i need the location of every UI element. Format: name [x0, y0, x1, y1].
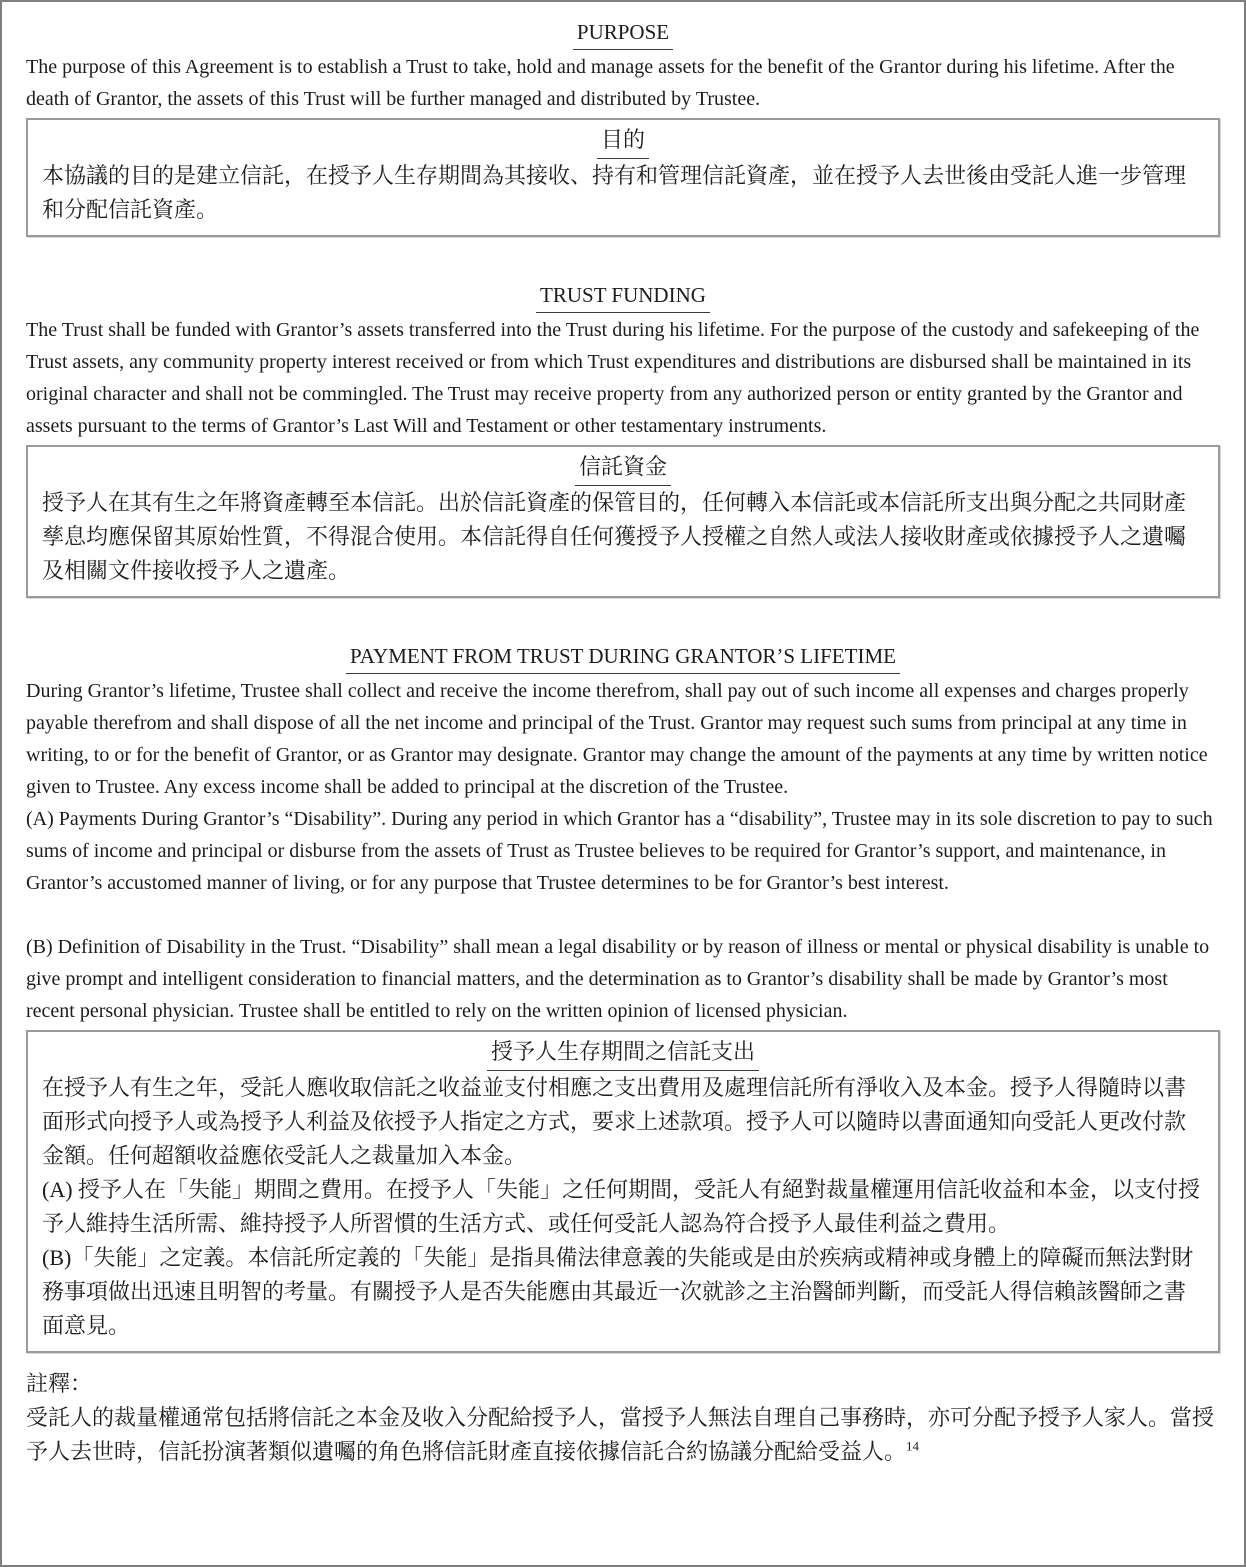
footnote-body-text: 受託人的裁量權通常包括將信託之本金及收入分配給授予人，當授予人無法自理自己事務時，亦可分配予授予人家人。當授予人去世時，信託扮演著類似遺囑的角色將信託財產直接依據信託合約協議分配給受益人。 [26, 1405, 1215, 1464]
purpose-translation-heading [42, 123, 1204, 159]
payment-translation-body-text: 在授予人有生之年，受託人應收取信託之收益並支付相應之支出費用及處理信託所有淨收入及本金。授予人得隨時以書面形式向授予人或為授予人利益及依授予人指定之方式，要求上述款項。授予人可以隨時以書面通知向受託人更改付款金額。任何超額收益應依受託人之裁量加入本金。 [42, 1075, 1187, 1168]
purpose-body-text: The purpose of this Agreement is to establish a Trust to take, hold and manage assets for the benefit of the Grantor during his lifetime. After the death of Grantor, the assets of this Trust will be further managed and distributed by Trustee. [26, 56, 1175, 110]
purpose-translation-box [26, 118, 1220, 237]
payment-body-text: During Grantor’s lifetime, Trustee shall collect and receive the income therefrom, shall pay out of such income all expenses and charges properly payable therefrom and shall dispose of all the net income and principal of the Trust. Grantor may request such sums from principal at any time in writing, to or for the benefit of Grantor, or as Grantor may designate. Grantor may change the amount of the payments at any time by written notice given to Trustee. Any excess income shall be added to principal at the discretion of the Trustee. [26, 680, 1208, 798]
trust-funding-heading [26, 279, 1220, 313]
trust-funding-translation-heading-text: 信託資金 [575, 450, 671, 486]
trust-funding-heading-text: TRUST FUNDING [536, 279, 710, 313]
trust-funding-body-text: The Trust shall be funded with Grantor’s assets transferred into the Trust during his lifetime. For the purpose of the custody and safekeeping of the Trust assets, any community property interest received or from which Trust expenditures and distributions are disbursed shall be maintained in its original character and shall not be commingled. The Trust may receive property from any authorized person or entity granted by the Grantor and assets pursuant to the terms of Grantor’s Last Will and Testament or other testamentary instruments. [26, 319, 1200, 437]
trust-funding-translation-body-text: 授予人在其有生之年將資產轉至本信託。出於信託資產的保管目的，任何轉入本信託或本信託所支出與分配之共同財產孳息均應保留其原始性質，不得混合使用。本信託得自任何獲授予人授權之自然人或法人接收財產或依據授予人之遺囑及相關文件接收授予人之遺產。 [42, 490, 1187, 583]
payment-translation-heading [42, 1035, 1204, 1071]
payment-translation-heading-text: 授予人生存期間之信託支出 [487, 1035, 759, 1071]
payment-heading-text: PAYMENT FROM TRUST DURING GRANTOR’S LIFETIME [346, 640, 900, 674]
section-trust-funding [26, 279, 1220, 598]
purpose-heading [26, 16, 1220, 50]
purpose-translation-heading-text: 目的 [597, 123, 649, 159]
purpose-translation-body-text: 本協議的目的是建立信託，在授予人生存期間為其接收、持有和管理信託資產，並在授予人去世後由受託人進一步管理和分配信託資產。 [42, 163, 1187, 222]
payment-translation-clause-a-text: (A) 授予人在「失能」期間之費用。在授予人「失能」之任何期間，受託人有絕對裁量權運用信託收益和本金，以支付授予人維持生活所需、維持授予人所習慣的生活方式、或任何受託人認為符合授予人最佳利益之費用。 [42, 1177, 1201, 1236]
payment-translation-clause-b-text: (B)「失能」之定義。本信託所定義的「失能」是指具備法律意義的失能或是由於疾病或精神或身體上的障礙而無法對財務事項做出迅速且明智的考量。有關授予人是否失能應由其最近一次就診之主治醫師判斷，而受託人得信賴該醫師之書面意見。 [42, 1245, 1194, 1338]
payment-heading [26, 640, 1220, 674]
trust-funding-translation-heading [42, 450, 1204, 486]
section-payment [26, 640, 1220, 1353]
footnote-superscript: 14 [906, 1438, 920, 1454]
purpose-heading-text: PURPOSE [573, 16, 673, 50]
payment-translation-box [26, 1030, 1220, 1353]
footnote-block [26, 1367, 1220, 1469]
footnote-body [26, 1401, 1220, 1469]
payment-clause-b-text: (B) Definition of Disability in the Trust. “Disability” shall mean a legal disability or by reason of illness or mental or physical disability is unable to give prompt and intelligent consideration to financial matters, and the determination as to Grantor’s disability shall be made by Grantor’s most recent personal physician. Trustee shall be entitled to rely on the written opinion of licensed physician. [26, 936, 1210, 1022]
payment-clause-a-text: (A) Payments During Grantor’s “Disability”. During any period in which Grantor has a “disability”, Trustee may in its sole discretion to pay to such sums of income and principal or disburse from the assets of Trust as Trustee believes to be required for Grantor’s support, and maintenance, in Grantor’s accustomed manner of living, or for any purpose that Trustee determines to be for Grantor’s best interest. [26, 808, 1213, 894]
footnote-label: 註釋： [26, 1371, 93, 1396]
trust-funding-translation-box [26, 445, 1220, 598]
section-purpose [26, 16, 1220, 237]
